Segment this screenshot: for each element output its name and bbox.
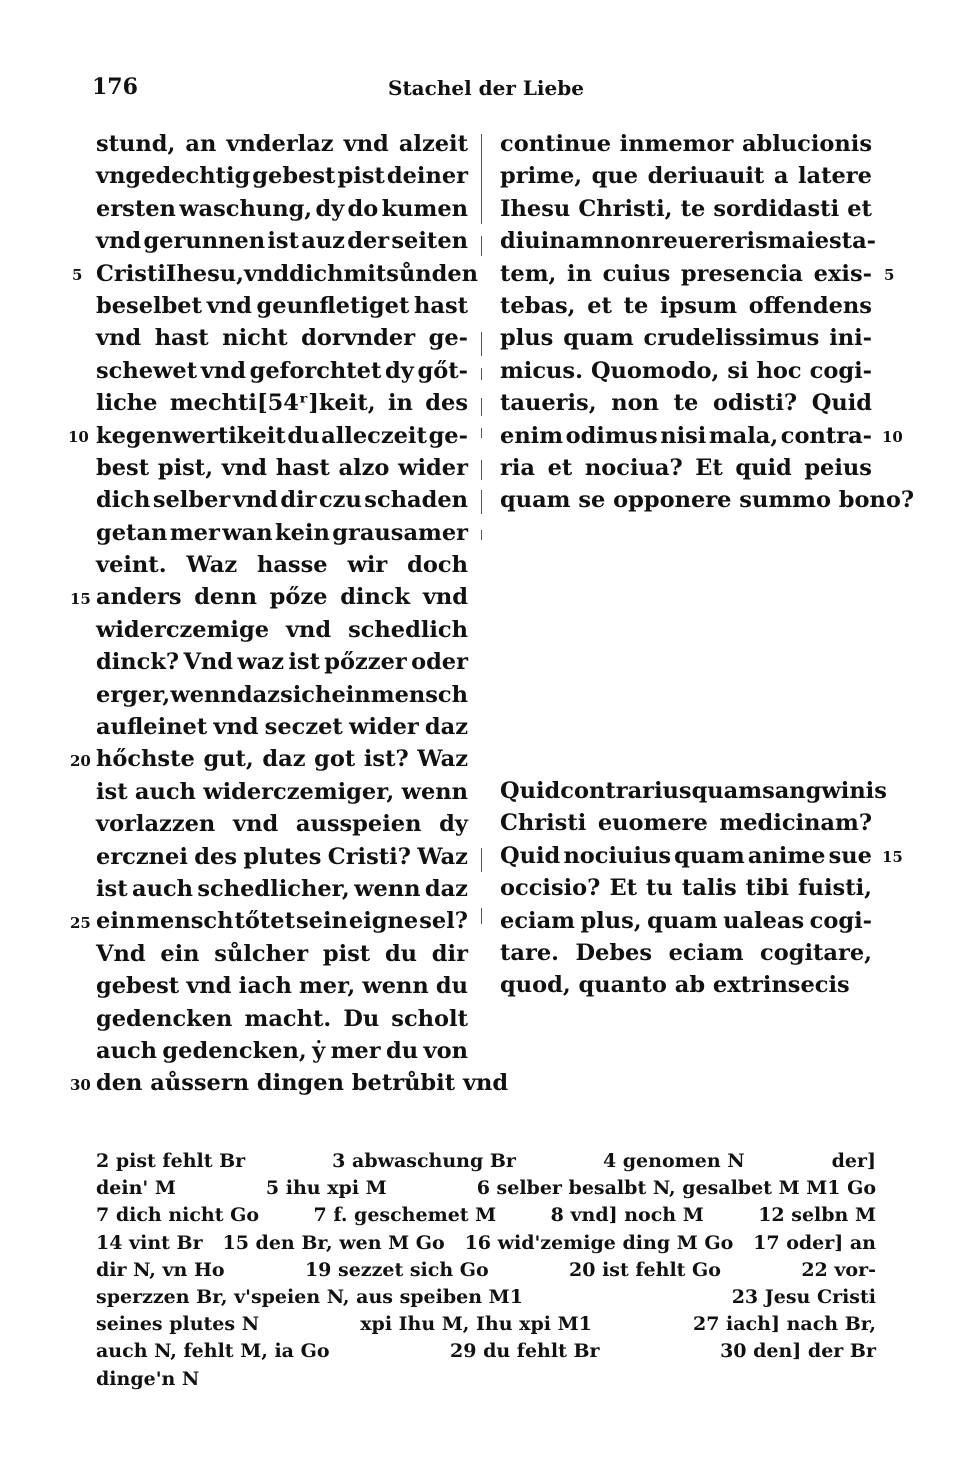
text-line: ist auch schedlicher, wenn daz: [96, 875, 468, 902]
text-line: widerczemige vnd schedlich: [96, 616, 468, 643]
column-divider: [481, 848, 482, 872]
column-divider: [481, 134, 482, 224]
text-line: Christi euomere medicinam?: [500, 810, 872, 837]
text-line: best pist, vnd hast alzo wider: [96, 454, 468, 481]
text-line: gebest vnd iach mer, wenn du: [96, 973, 468, 1000]
column-divider: [481, 368, 482, 380]
text-line: tebas, et te ipsum offendens: [500, 292, 872, 319]
text-line: micus. Quomodo, si hoc cogi-: [500, 357, 872, 384]
text-line: tem, in cuius presencia exis-: [500, 260, 872, 287]
text-line: dinck? Vnd waz ist pőzzer oder: [96, 649, 468, 676]
column-divider: [481, 908, 482, 924]
text-line: diuinam non reuereris maiesta-: [500, 228, 876, 255]
text-line: hőchste gut, daz got ist? Waz: [96, 746, 468, 773]
footnote-line: 2 pist fehlt Br 3 abwaschung Br 4 genomen N der]: [96, 1150, 876, 1172]
text-line: stund, an vnderlaz vnd alzeit: [96, 131, 468, 157]
footnote-line: seines plutes N xpi Ihu M, Ihu xpi M1 27 iach] nach Br,: [96, 1313, 876, 1336]
column-divider: [481, 236, 482, 256]
text-line: prime, que deriuauit a latere: [500, 163, 872, 190]
line-number-left: 5: [72, 266, 83, 284]
text-line: ercznei des plutes Cristi? Waz: [96, 843, 468, 870]
latin-text-column-continued: [500, 775, 887, 1002]
text-line: dich selber vnd dir czu schaden: [96, 487, 468, 514]
line-number-left: 20: [70, 752, 91, 770]
text-line: veint. Waz hasse wir doch: [96, 552, 468, 579]
column-divider: [481, 332, 482, 356]
text-line: erger, wenn daz sich ein mensch: [96, 681, 468, 708]
line-number-left: 25: [70, 914, 91, 932]
text-line: vorlazzen vnd ausspeien dy: [96, 811, 468, 838]
column-divider: [481, 428, 482, 438]
text-line: ein mensch tőtet sein eigne sel?: [96, 908, 468, 935]
page-number: 176: [92, 74, 138, 100]
text-line: Cristi Ihesu, vnd dich mit sůnden: [96, 260, 479, 287]
text-line: kegenwertikeit du alleczeit ge-: [96, 422, 468, 449]
column-divider: [481, 460, 482, 480]
footnote-line: 7 dich nicht Go 7 f. geschemet M 8 vnd] noch M 12 selbn M: [96, 1204, 876, 1227]
column-divider: [481, 490, 482, 514]
text-line: Quid nociuius quam anime sue: [500, 842, 872, 869]
text-line: tare. Debes eciam cogitare,: [500, 939, 872, 966]
line-number-left: 10: [68, 428, 89, 446]
line-number-left: 15: [70, 590, 91, 608]
column-divider: [481, 530, 482, 540]
text-line: beselbet vnd geunfletiget hast: [96, 292, 468, 319]
text-line: anders denn pőze dinck vnd: [96, 584, 468, 611]
footnote-line: sperzzen Br, v'speien N, aus speiben M1 23 Jesu Cristi: [96, 1285, 876, 1308]
critical-apparatus: [96, 1148, 876, 1393]
footnote-line: dir N, vn Ho 19 sezzet sich Go 20 ist fehlt Go 22 vor-: [96, 1258, 876, 1281]
text-line: gedencken macht. Du scholt: [96, 1005, 468, 1032]
text-line: ist auch widerczemiger, wenn: [96, 778, 468, 805]
text-line: ria et nociua? Et quid peius: [500, 454, 872, 481]
footnote-line: dein' M 5 ihu xpi M 6 selber besalbt N, gesalbet M M1 Go: [96, 1177, 876, 1200]
text-line: plus quam crudelissimus ini-: [500, 325, 872, 352]
text-line: den aůssern dingen betrůbit vnd: [96, 1070, 509, 1097]
text-line: liche mechti[54ʳ]keit, in des: [96, 390, 468, 417]
german-text-column: [96, 128, 509, 1100]
footnote-line: auch N, fehlt M, ia Go 29 du fehlt Br 30 den] der Br: [96, 1340, 876, 1363]
text-line: Quid contrarius quam sangwinis: [500, 778, 887, 804]
text-line: Vnd ein sůlcher pist du dir: [96, 940, 468, 967]
line-number-right: 15: [882, 848, 903, 866]
text-line: vnd hast nicht dorvnder ge-: [96, 325, 468, 352]
line-number-left: 30: [70, 1076, 91, 1094]
running-head: Stachel der Liebe: [388, 76, 584, 100]
text-line: taueris, non te odisti? Quid: [500, 390, 872, 417]
text-line: Ihesu Christi, te sordidasti et: [500, 195, 872, 222]
line-number-right: 5: [884, 266, 895, 284]
footnote-line: 14 vint Br 15 den Br, wen M Go 16 wid'zemige ding M Go 17 oder] an: [96, 1231, 876, 1254]
text-line: getan mer wan kein grausamer: [96, 519, 468, 546]
text-line: ersten waschung, dy do kumen: [96, 195, 468, 222]
text-line: quam se opponere summo bono?: [500, 487, 915, 514]
text-line: vnd gerunnen ist auz der seiten: [96, 228, 468, 255]
line-number-right: 10: [882, 428, 903, 446]
text-line: eciam plus, quam ualeas cogi-: [500, 907, 872, 934]
text-line: quod, quanto ab extrinsecis: [500, 972, 850, 999]
text-line: occisio? Et tu talis tibi fuisti,: [500, 875, 872, 902]
text-line: auch gedencken, ẏ mer du von: [96, 1037, 468, 1064]
column-divider: [481, 398, 482, 416]
text-line: enim odimus nisi mala, contra-: [500, 422, 872, 449]
text-line: aufleinet vnd seczet wider daz: [96, 714, 468, 741]
footnote-line: dinge'n N: [96, 1367, 200, 1390]
text-line: vngedechtig gebest pist deiner: [96, 163, 468, 190]
text-line: continue inmemor ablucionis: [500, 131, 872, 157]
text-line: schewet vnd geforchtet dy gőt-: [96, 357, 468, 384]
